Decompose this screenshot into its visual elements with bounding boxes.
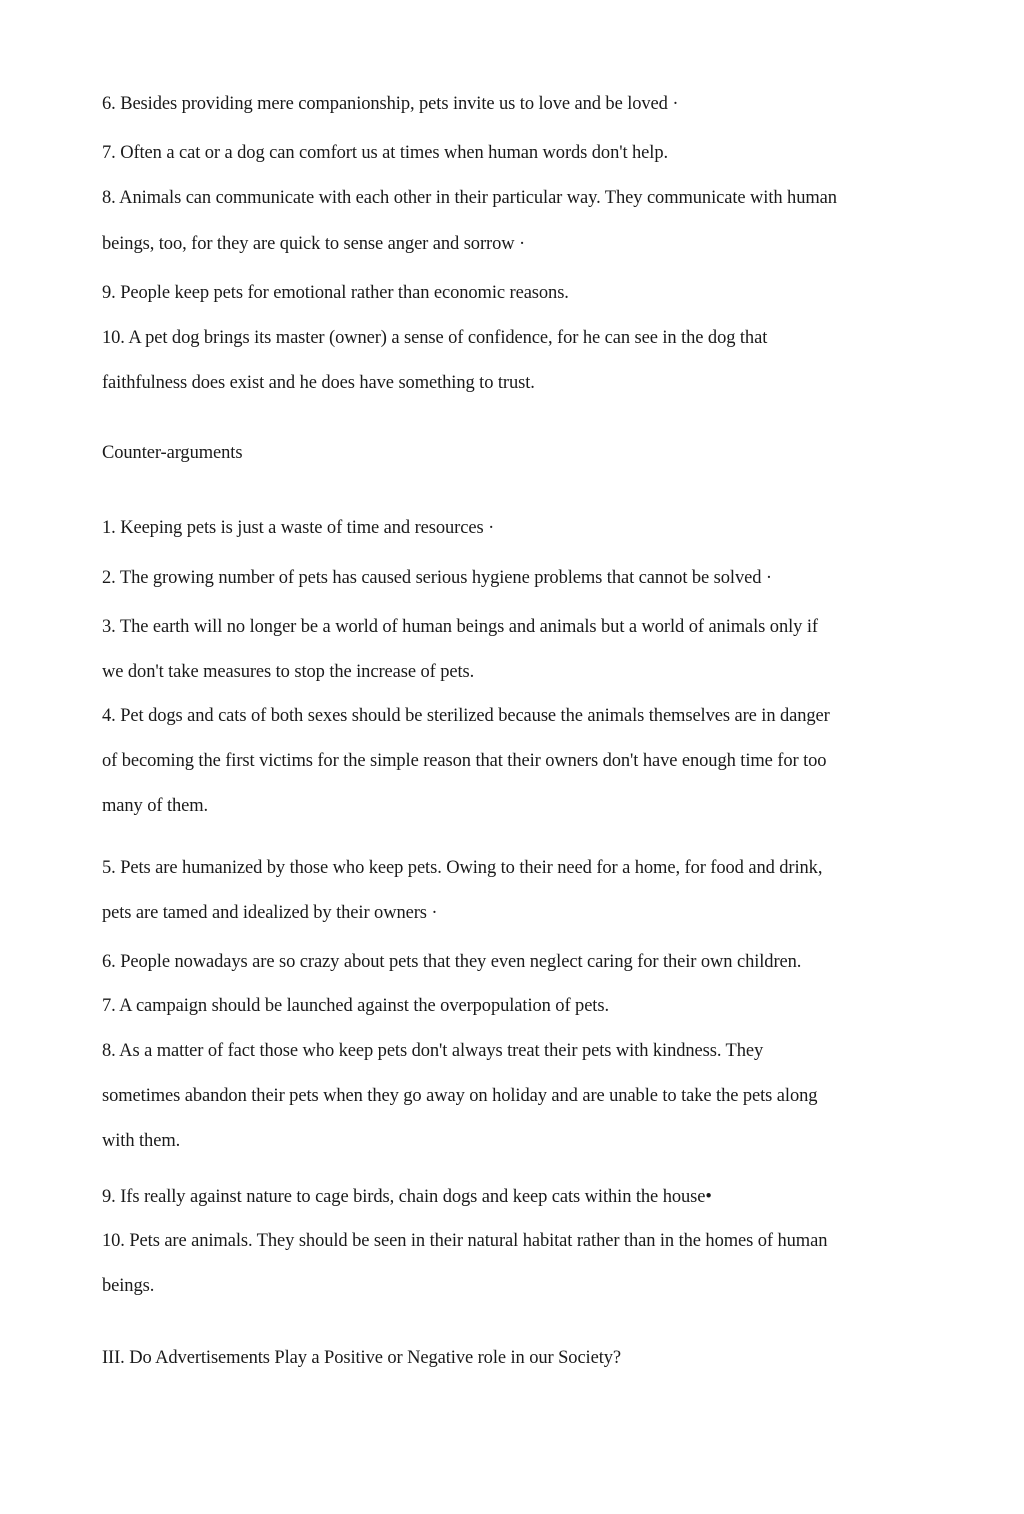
pro-item-10-line-1: 10. A pet dog brings its master (owner) a sense of confidence, for he can see in the dog that — [102, 328, 768, 348]
counter-item-10-line-2: beings. — [102, 1276, 155, 1296]
pro-item-6: 6. Besides providing mere companionship, pets invite us to love and be loved · — [102, 94, 679, 114]
counter-item-3-line-2: we don't take measures to stop the increase of pets. — [102, 662, 475, 682]
pro-item-9: 9. People keep pets for emotional rather than economic reasons. — [102, 283, 569, 303]
pro-item-7: 7. Often a cat or a dog can comfort us at times when human words don't help. — [102, 143, 669, 163]
counter-item-7: 7. A campaign should be launched against the overpopulation of pets. — [102, 996, 609, 1016]
document-page — [102, 0, 932, 1514]
section-iii-heading: III. Do Advertisements Play a Positive or Negative role in our Society? — [102, 1348, 622, 1368]
counter-item-6: 6. People nowadays are so crazy about pets that they even neglect caring for their own children. — [102, 952, 802, 972]
counter-item-5-line-1: 5. Pets are humanized by those who keep pets. Owing to their need for a home, for food and drink, — [102, 858, 823, 878]
counter-item-1: 1. Keeping pets is just a waste of time and resources · — [102, 518, 495, 538]
counter-item-4-line-3: many of them. — [102, 796, 209, 816]
counter-arguments-heading: Counter-arguments — [102, 443, 243, 463]
counter-item-4-line-1: 4. Pet dogs and cats of both sexes should be sterilized because the animals themselves are in danger — [102, 706, 830, 726]
counter-item-3-line-1: 3. The earth will no longer be a world of human beings and animals but a world of animals only if — [102, 617, 818, 637]
counter-item-5-line-2: pets are tamed and idealized by their owners · — [102, 903, 438, 923]
pro-item-10-line-2: faithfulness does exist and he does have something to trust. — [102, 373, 535, 393]
pro-item-8-line-1: 8. Animals can communicate with each other in their particular way. They communicate with human — [102, 188, 837, 208]
counter-item-8-line-3: with them. — [102, 1131, 181, 1151]
counter-item-8-line-1: 8. As a matter of fact those who keep pets don't always treat their pets with kindness. They — [102, 1041, 764, 1061]
counter-item-2: 2. The growing number of pets has caused serious hygiene problems that cannot be solved · — [102, 568, 772, 588]
counter-item-9: 9. Ifs really against nature to cage birds, chain dogs and keep cats within the house• — [102, 1187, 712, 1207]
counter-item-10-line-1: 10. Pets are animals. They should be seen in their natural habitat rather than in the homes of human — [102, 1231, 828, 1251]
counter-item-4-line-2: of becoming the first victims for the simple reason that their owners don't have enough time for too — [102, 751, 827, 771]
pro-item-8-line-2: beings, too, for they are quick to sense anger and sorrow · — [102, 234, 526, 254]
counter-item-8-line-2: sometimes abandon their pets when they go away on holiday and are unable to take the pets along — [102, 1086, 818, 1106]
